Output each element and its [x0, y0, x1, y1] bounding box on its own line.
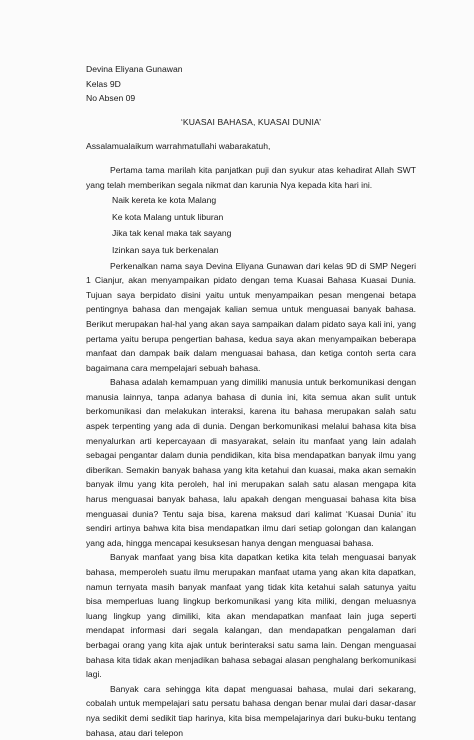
author-absen: No Absen 09 — [86, 93, 136, 104]
pantun-line: Izinkan saya tuk berkenalan — [112, 244, 219, 255]
pantun-verse — [112, 192, 416, 258]
pantun-line: Ke kota Malang untuk liburan — [112, 211, 224, 222]
pantun-line: Naik kereta ke kota Malang — [112, 195, 217, 206]
intro-paragraph: Pertama tama marilah kita panjatkan puji dan syukur atas kehadirat Allah SWT yang telah memberikan segala nikmat dan karunia Nya kepada kita hari ini. — [86, 164, 416, 190]
greeting: Assalamualaikum warrahmatullahi wabarakatuh, — [86, 141, 271, 152]
author-name: Devina Eliyana Gunawan — [86, 64, 183, 74]
speech-title: ‘KUASAI BAHASA, KUASAI DUNIA’ — [180, 116, 322, 127]
body-paragraph: Perkenalkan nama saya Devina Eliyana Gunawan dari kelas 9D di SMP Negeri 1 Cianjur, akan menyampaikan pidato dengan tema Kuasai Bahasa Kuasai Dunia. Tujuan saya berpidato disini yaitu untuk menyampaikan pesan mengenai betapa pentingnya bahasa dan mengajak kalian semua untuk menguasai banyak bahasa. Berikut merupakan hal-hal yang akan saya sampaikan dalam pidato saya kali ini, yang pertama yaitu berupa pengertian bahasa, kedua saya akan menyampaikan beberapa manfaat dan dampak baik dalam menguasai bahasa, dan ketiga contoh serta cara bagaimana cara mempelajari sebuah bahasa. — [86, 260, 416, 373]
body-paragraph: Banyak manfaat yang bisa kita dapatkan ketika kita telah menguasai banyak bahasa, memperoleh suatu ilmu merupakan manfaat utama yang akan kita dapatkan, namun ternyata masih banyak manfaat yang tidak kita ketahui salah satunya yaitu bisa memperluas luang lingkup berkomunikasi yang kita miliki, dengan meluasnya luang lingkup yang dimiliki, kita akan mendapatkan manfaat lain juga seperti mendapat informasi dari segala kalangan, dan mendapatkan pengalaman dari berbagai orang yang kita ajak untuk berinteraksi satu sama lain. Dengan menguasai bahasa kita tidak akan menjadikan bahasa sebagai alasan penghalang berkomunikasi lagi. — [86, 552, 416, 680]
body-paragraph: Bahasa adalah kemampuan yang dimiliki manusia untuk berkomunikasi dengan manusia lainnya, tanpa adanya bahasa di dunia ini, kita semua akan sulit untuk berkomunikasi dan melakukan interaksi, karena itu bahasa merupakan salah satu aspek terpenting yang ada di dunia. Dengan berkomunikasi melalui bahasa kita bisa menyalurkan arti kepercayaan di masyarakat, selain itu manfaat yang lain adalah sebagai pengantar dalam dunia pendidikan, kita bisa mendapatkan banyak ilmu yang diberikan. Semakin banyak bahasa yang kita ketahui dan kuasai, maka akan semakin banyak ilmu yang kita peroleh, hal ini merupakan salah satu alasan mengapa kita harus menguasai banyak bahasa, lalu apakah dengan menguasai bahasa kita bisa menguasai dunia? Tentu saja bisa, karena maksud dari kalimat ‘Kuasai Dunia’ itu sendiri artinya bahwa kita bisa mendapatkan ilmu dari setiap golongan dan kalangan yang ada, hingga mencapai kesuksesan hanya dengan menguasai bahasa. — [86, 377, 416, 548]
author-class: Kelas 9D — [86, 78, 121, 89]
body-paragraph: Banyak cara sehingga kita dapat menguasai bahasa, mulai dari sekarang, cobalah untuk mempelajari satu persatu bahasa dengan benar mulai dari dasar-dasar nya sedikit demi sedikit tiap harinya, kita bisa mempelajarinya dari buku-buku tentang bahasa, atau dari telepon — [86, 683, 416, 738]
pantun-line: Jika tak kenal maka tak sayang — [112, 228, 232, 239]
